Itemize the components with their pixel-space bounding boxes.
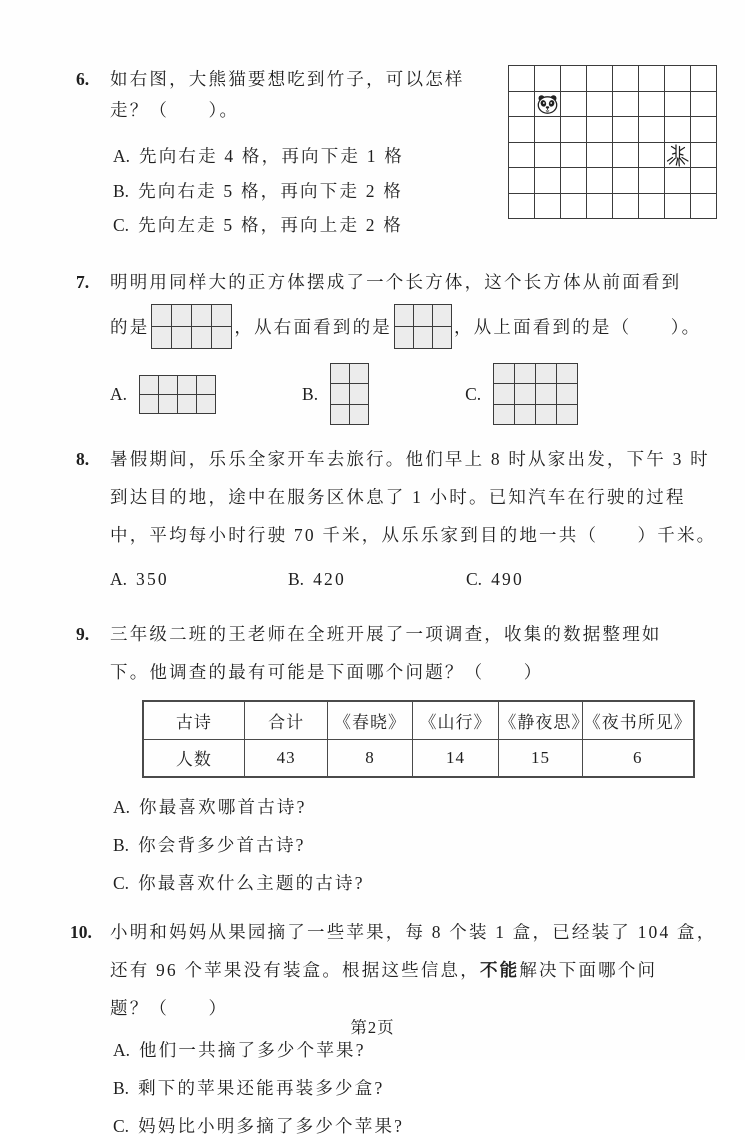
grid-cell <box>212 305 232 327</box>
grid-cell <box>172 327 192 349</box>
grid-cell <box>331 384 350 405</box>
option-text: 你最喜欢哪首古诗? <box>139 797 307 817</box>
grid-cell <box>665 66 691 92</box>
bamboo-icon <box>665 143 691 167</box>
question-number: 9. <box>76 624 90 644</box>
question-number: 10. <box>70 922 92 942</box>
grid-cell <box>665 117 691 143</box>
grid-cell <box>535 117 561 143</box>
option-a-grid <box>139 375 216 414</box>
grid-cell <box>691 117 717 143</box>
grid-cell <box>613 194 639 220</box>
question-line: 小明和妈妈从果园摘了一些苹果，每 8 个装 1 盒，已经装了 104 盒， <box>110 922 717 942</box>
option-b <box>288 560 466 598</box>
option-a <box>110 140 508 172</box>
grid-cell <box>350 384 369 405</box>
question-number: 8. <box>76 449 90 469</box>
question-8-options <box>110 560 695 598</box>
grid-cell <box>536 405 557 426</box>
table-header-cell: 古诗 <box>143 701 244 739</box>
panda-bamboo-grid <box>508 65 717 219</box>
grid-cell <box>587 168 613 194</box>
grid-cell <box>561 194 587 220</box>
question-7-options <box>110 362 695 426</box>
grid-cell <box>494 364 515 385</box>
option-label: C. <box>113 1116 130 1136</box>
grid-cell <box>587 66 613 92</box>
question-text: ，从上面看到的是（ ）。 <box>454 317 702 337</box>
grid-cell <box>192 327 212 349</box>
grid-cell <box>639 117 665 143</box>
grid-cell <box>494 384 515 405</box>
option-label: A. <box>113 146 131 166</box>
grid-cell <box>639 194 665 220</box>
grid-cell <box>613 143 639 169</box>
option-b <box>110 1069 695 1107</box>
grid-cell <box>152 327 172 349</box>
option-label: B. <box>302 383 319 404</box>
grid-cell <box>561 168 587 194</box>
grid-cell <box>665 92 691 118</box>
question-7 <box>60 267 702 426</box>
option-label: B. <box>288 569 305 589</box>
grid-cell <box>515 384 536 405</box>
question-text: 还有 96 个苹果没有装盒。根据这些信息， <box>110 960 480 980</box>
grid-cell <box>561 117 587 143</box>
question-line: 三年级二班的王老师在全班开展了一项调查，收集的数据整理如 <box>110 624 662 644</box>
grid-cell <box>665 194 691 220</box>
option-label: C. <box>113 873 130 893</box>
grid-cell <box>557 384 578 405</box>
grid-cell <box>535 143 561 169</box>
table-cell: 15 <box>499 739 582 777</box>
grid-cell <box>536 384 557 405</box>
option-c-grid <box>493 363 578 426</box>
table-header-cell: 合计 <box>244 701 328 739</box>
option-label: C. <box>466 569 483 589</box>
option-c <box>465 363 578 426</box>
option-label: B. <box>113 181 130 201</box>
table-row-label: 人数 <box>143 739 244 777</box>
option-label: A. <box>113 797 131 817</box>
grid-cell <box>691 143 717 169</box>
grid-cell <box>331 364 350 385</box>
question-line: 下。他调查的最有可能是下面哪个问题？（ ） <box>110 662 544 682</box>
question-text: 解决下面哪个问 <box>519 960 658 980</box>
panda-icon <box>536 94 559 114</box>
grid-cell <box>639 66 665 92</box>
grid-cell <box>159 395 178 414</box>
table-cell: 14 <box>412 739 499 777</box>
option-label: C. <box>465 383 482 404</box>
grid-cell <box>587 92 613 118</box>
grid-cell <box>509 168 535 194</box>
grid-cell <box>494 405 515 426</box>
table-header-cell: 《静夜思》 <box>499 701 582 739</box>
grid-cell <box>587 194 613 220</box>
table-row <box>143 739 694 777</box>
grid-cell <box>557 405 578 426</box>
grid-cell <box>587 143 613 169</box>
option-text: 你最喜欢什么主题的古诗? <box>138 873 365 893</box>
grid-cell <box>140 395 159 414</box>
grid-cell <box>212 327 232 349</box>
grid-cell <box>197 376 216 395</box>
grid-cell <box>509 143 535 169</box>
table-header-cell: 《春晓》 <box>328 701 412 739</box>
question-number: 6. <box>76 69 90 89</box>
option-b <box>302 363 369 426</box>
option-b <box>110 175 508 207</box>
grid-cell <box>536 364 557 385</box>
grid-cell <box>691 92 717 118</box>
right-view-grid <box>394 304 452 349</box>
grid-cell <box>587 117 613 143</box>
grid-cell <box>509 66 535 92</box>
grid-cell <box>613 66 639 92</box>
page-number-footer: 第2页 <box>350 1018 395 1037</box>
grid-cell <box>433 327 452 349</box>
grid-cell <box>613 92 639 118</box>
grid-cell <box>639 92 665 118</box>
front-view-grid <box>151 304 232 349</box>
question-line: 暑假期间，乐乐全家开车去旅行。他们早上 8 时从家出发，下午 3 时 <box>110 449 710 469</box>
grid-cell <box>535 168 561 194</box>
grid-cell <box>395 305 414 327</box>
table-header-row <box>143 701 694 739</box>
grid-cell <box>515 405 536 426</box>
question-line: 走？（ ）。 <box>110 100 240 120</box>
option-a <box>110 788 695 826</box>
grid-cell <box>350 364 369 385</box>
grid-cell <box>178 376 197 395</box>
option-text: 490 <box>491 569 524 589</box>
grid-cell <box>509 117 535 143</box>
grid-cell <box>535 66 561 92</box>
option-c <box>110 209 508 241</box>
grid-cell <box>557 364 578 385</box>
grid-cell <box>665 143 691 169</box>
option-c <box>466 560 644 598</box>
option-label: A. <box>110 569 128 589</box>
grid-cell <box>561 143 587 169</box>
option-text: 他们一共摘了多少个苹果? <box>139 1040 366 1060</box>
question-9 <box>60 615 695 902</box>
grid-cell <box>691 66 717 92</box>
grid-cell <box>561 92 587 118</box>
table-header-cell: 《夜书所见》 <box>582 701 694 739</box>
question-line: 题？（ ） <box>110 998 229 1018</box>
table-header-cell: 《山行》 <box>412 701 499 739</box>
grid-cell <box>639 143 665 169</box>
question-line-with-grids <box>110 304 702 349</box>
grid-cell <box>197 395 216 414</box>
grid-cell <box>691 194 717 220</box>
grid-cell <box>192 305 212 327</box>
option-text: 剩下的苹果还能再装多少盒? <box>138 1078 385 1098</box>
grid-cell <box>535 194 561 220</box>
option-text: 你会背多少首古诗? <box>138 835 306 855</box>
option-a <box>110 375 216 414</box>
panda-bamboo-grid-wrap <box>508 65 717 219</box>
grid-cell <box>152 305 172 327</box>
question-line: 到达目的地，途中在服务区休息了 1 小时。已知汽车在行驶的过程 <box>110 487 686 507</box>
grid-cell <box>178 395 197 414</box>
grid-cell <box>613 117 639 143</box>
option-label: A. <box>113 1040 131 1060</box>
option-a <box>110 560 288 598</box>
grid-cell <box>691 168 717 194</box>
grid-cell <box>639 168 665 194</box>
option-b-grid <box>330 363 369 426</box>
question-line: 如右图，大熊猫要想吃到竹子，可以怎样 <box>110 69 465 89</box>
question-number: 7. <box>76 272 90 292</box>
emphasized-text: 不能 <box>479 960 520 980</box>
grid-cell <box>433 305 452 327</box>
question-8 <box>60 440 717 598</box>
grid-cell <box>535 92 561 118</box>
question-text: ，从右面看到的是 <box>234 317 393 337</box>
grid-cell <box>159 376 178 395</box>
question-line: 中，平均每小时行驶 70 千米，从乐乐家到目的地一共（ ）千米。 <box>110 525 717 545</box>
grid-cell <box>331 405 350 426</box>
grid-cell <box>395 327 414 349</box>
question-6-text <box>110 64 508 241</box>
grid-cell <box>509 92 535 118</box>
option-label: B. <box>113 1078 130 1098</box>
table-cell: 6 <box>582 739 694 777</box>
option-label: C. <box>113 215 130 235</box>
option-text: 420 <box>313 569 346 589</box>
survey-data-table <box>142 700 695 778</box>
option-b <box>110 826 695 864</box>
option-label: A. <box>110 383 128 404</box>
grid-cell <box>665 168 691 194</box>
question-line <box>110 951 695 989</box>
option-text: 先向右走 4 格，再向下走 1 格 <box>139 146 404 166</box>
grid-cell <box>613 168 639 194</box>
option-label: B. <box>113 835 130 855</box>
grid-cell <box>509 194 535 220</box>
option-text: 先向右走 5 格，再向下走 2 格 <box>138 181 403 201</box>
table-cell: 8 <box>328 739 412 777</box>
grid-cell <box>414 327 433 349</box>
question-text: 的是 <box>110 317 150 337</box>
option-c <box>110 1107 695 1145</box>
grid-cell <box>515 364 536 385</box>
table-cell: 43 <box>244 739 328 777</box>
grid-cell <box>172 305 192 327</box>
question-line: 明明用同样大的正方体摆成了一个长方体，这个长方体从前面看到 <box>110 272 682 292</box>
grid-cell <box>414 305 433 327</box>
option-text: 先向左走 5 格，再向上走 2 格 <box>138 215 403 235</box>
grid-cell <box>140 376 159 395</box>
option-text: 350 <box>136 569 169 589</box>
question-6 <box>60 64 695 241</box>
grid-cell <box>350 405 369 426</box>
grid-cell <box>561 66 587 92</box>
option-c <box>110 864 695 902</box>
option-text: 妈妈比小明多摘了多少个苹果? <box>138 1116 405 1136</box>
